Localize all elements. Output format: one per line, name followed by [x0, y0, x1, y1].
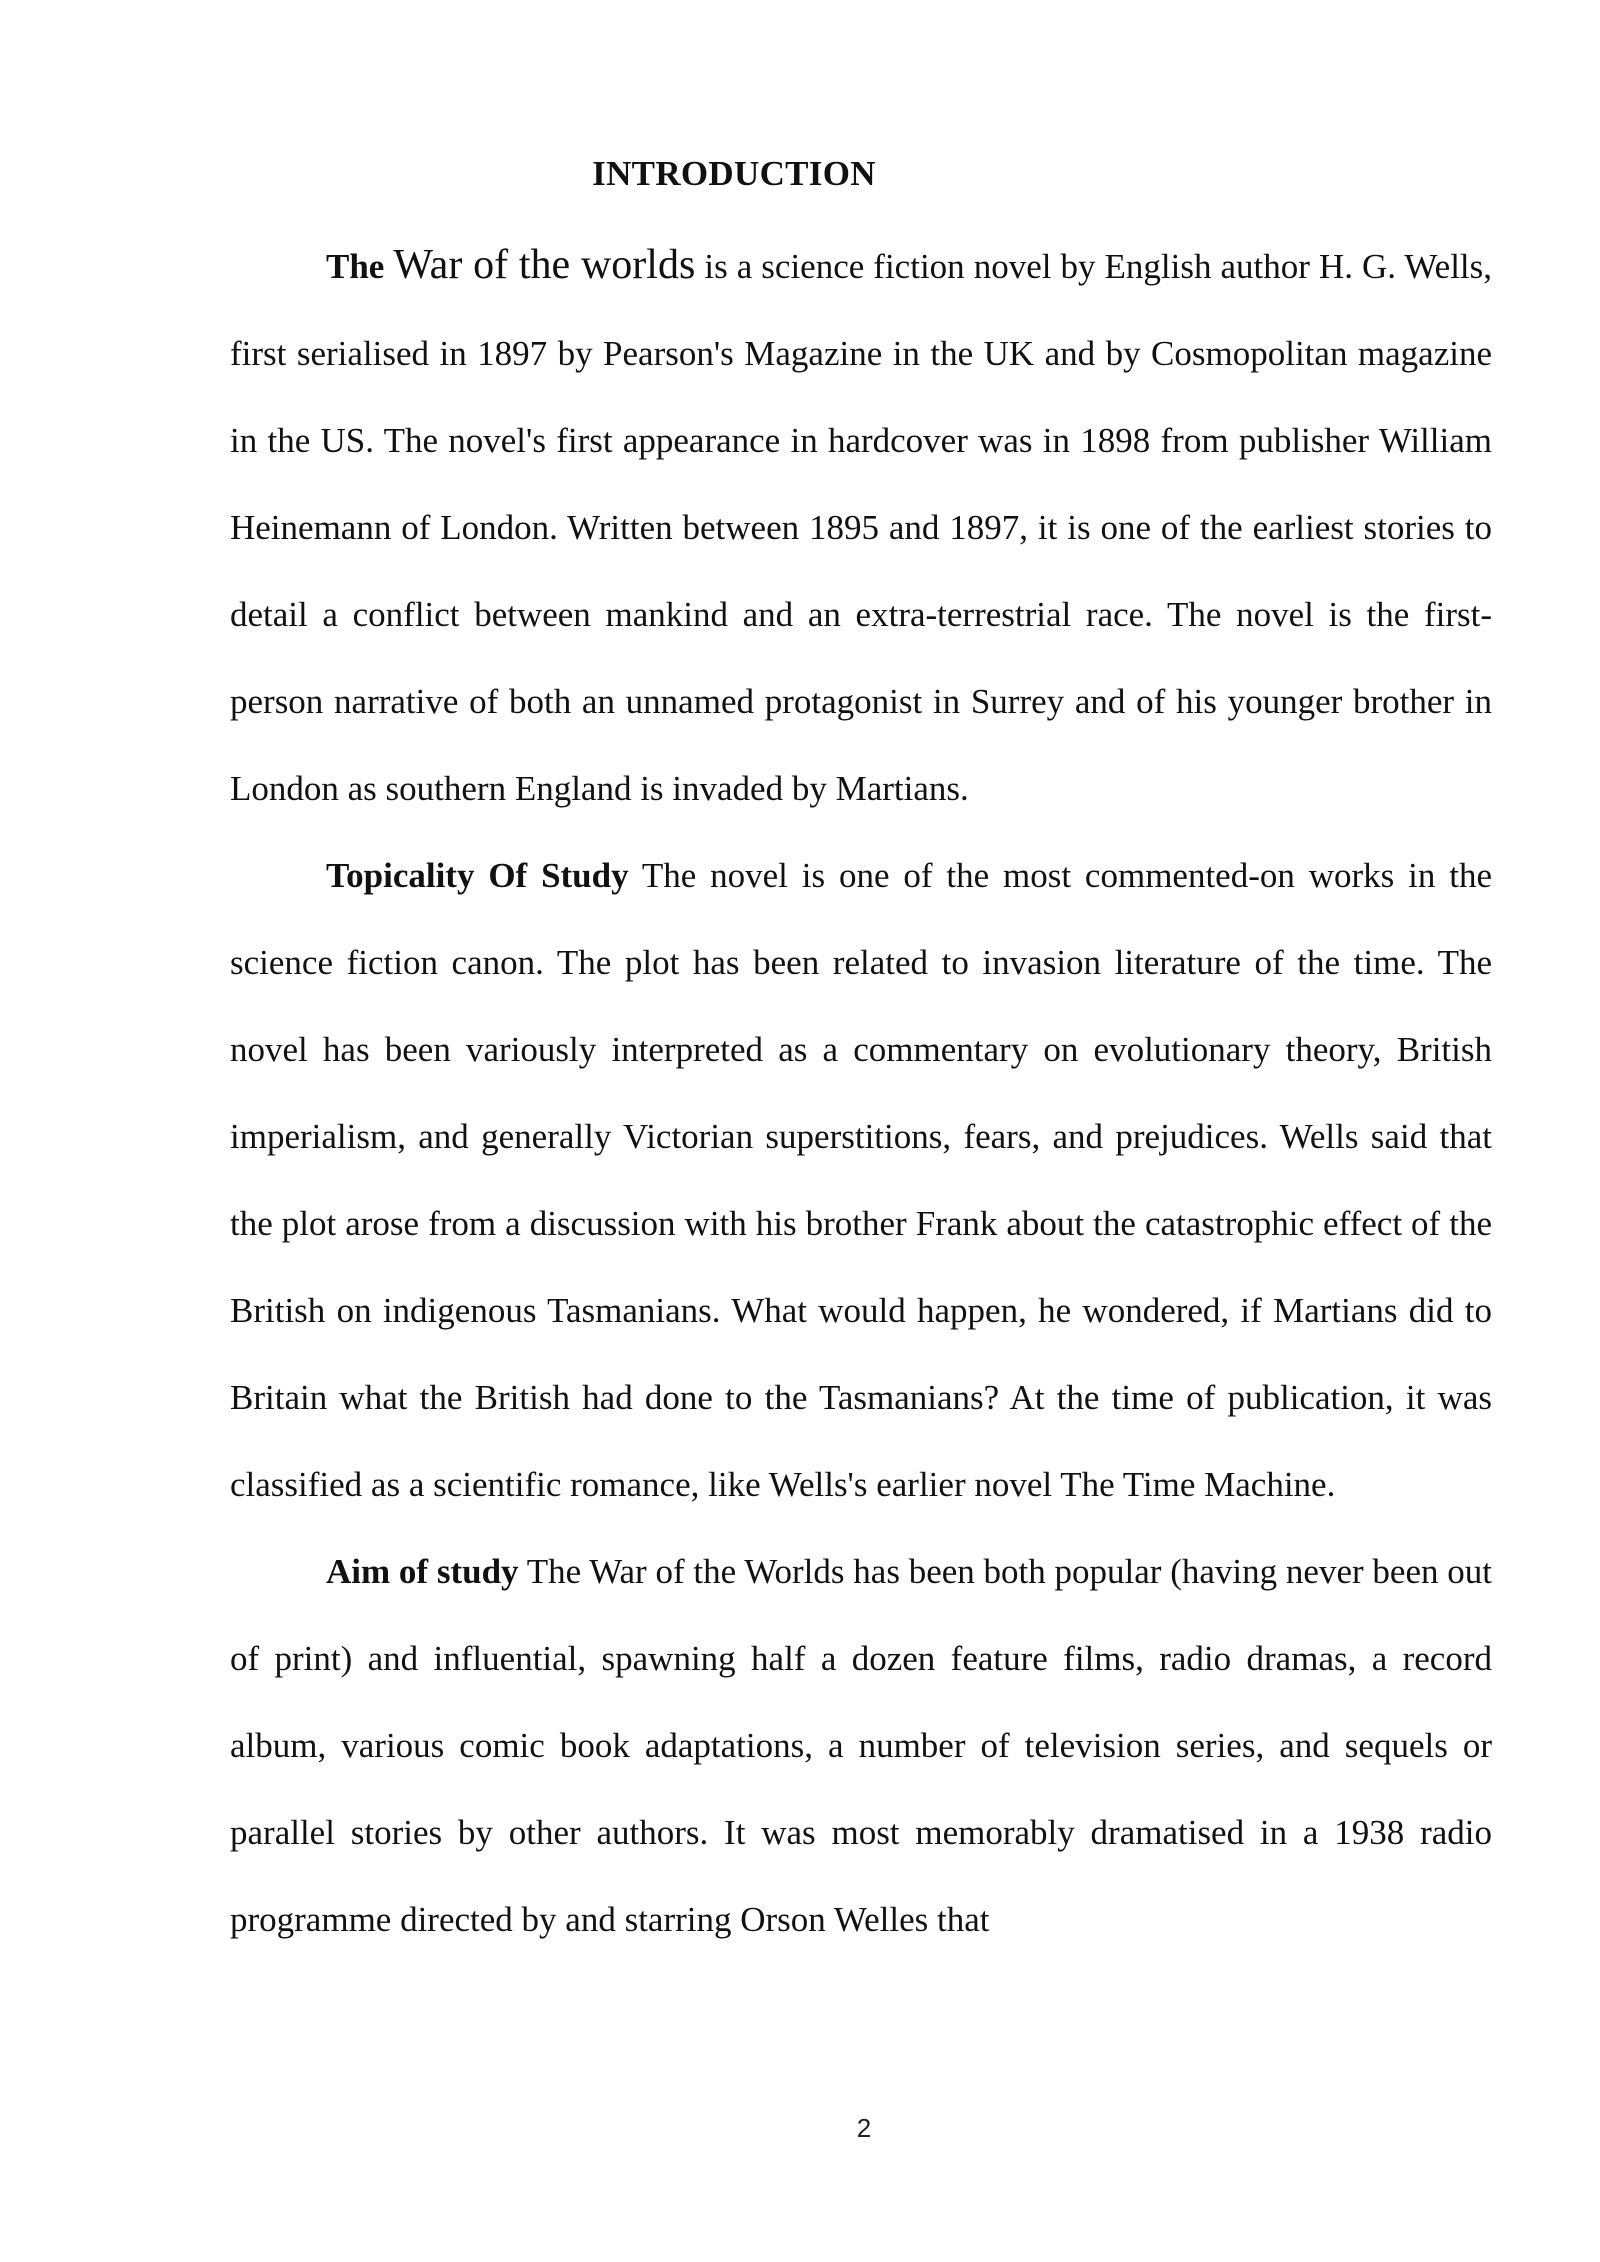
- page-number: 2: [856, 2113, 872, 2143]
- paragraph-lead-bold: Topicality Of Study: [326, 856, 629, 895]
- paragraph-text: The War of the Worlds has been both popular (having never been out of print) and influential, spawning half a dozen feature films, radio dramas, a record album, various comic book adaptations, a number of television series, and sequels or parallel stories by other authors. It was most memorably dramatised in a 1938 radio programme directed by and starring Orson Welles that: [230, 1552, 1492, 1939]
- paragraph-introduction: [230, 222, 1492, 832]
- paragraph-text: The novel is one of the most commented-on works in the science fiction canon. The plot has been related to invasion literature of the time. The novel has been variously interpreted as a commentary on evolutionary theory, British imperialism, and generally Victorian superstitions, fears, and prejudices. Wells said that the plot arose from a discussion with his brother Frank about the catastrophic effect of the British on indigenous Tasmanians. What would happen, he wondered, if Martians did to Britain what the British had done to the Tasmanians? At the time of publication, it was classified as a scientific romance, like Wells's earlier novel The Time Machine.: [230, 856, 1492, 1504]
- paragraph-aim: [230, 1528, 1492, 1963]
- paragraph-text: is a science fiction novel by English author H. G. Wells, first serialised in 1897 by Pearson's Magazine in the UK and by Cosmopolitan magazine in the US. The novel's first appearance in hardcover was in 1898 from publisher William Heinemann of London. Written between 1895 and 1897, it is one of the earliest stories to detail a conflict between mankind and an extra-terrestrial race. The novel is the first-person narrative of both an unnamed protagonist in Surrey and of his younger brother in London as southern England is invaded by Martians.: [230, 247, 1493, 808]
- paragraph-topicality: [230, 832, 1492, 1528]
- paragraph-lead-bold: Aim of study: [326, 1552, 519, 1591]
- novel-title-inline: War of the worlds: [393, 242, 696, 288]
- body-text: [230, 222, 1492, 1963]
- page-heading: INTRODUCTION: [592, 154, 876, 193]
- paragraph-lead-bold: The: [326, 247, 385, 286]
